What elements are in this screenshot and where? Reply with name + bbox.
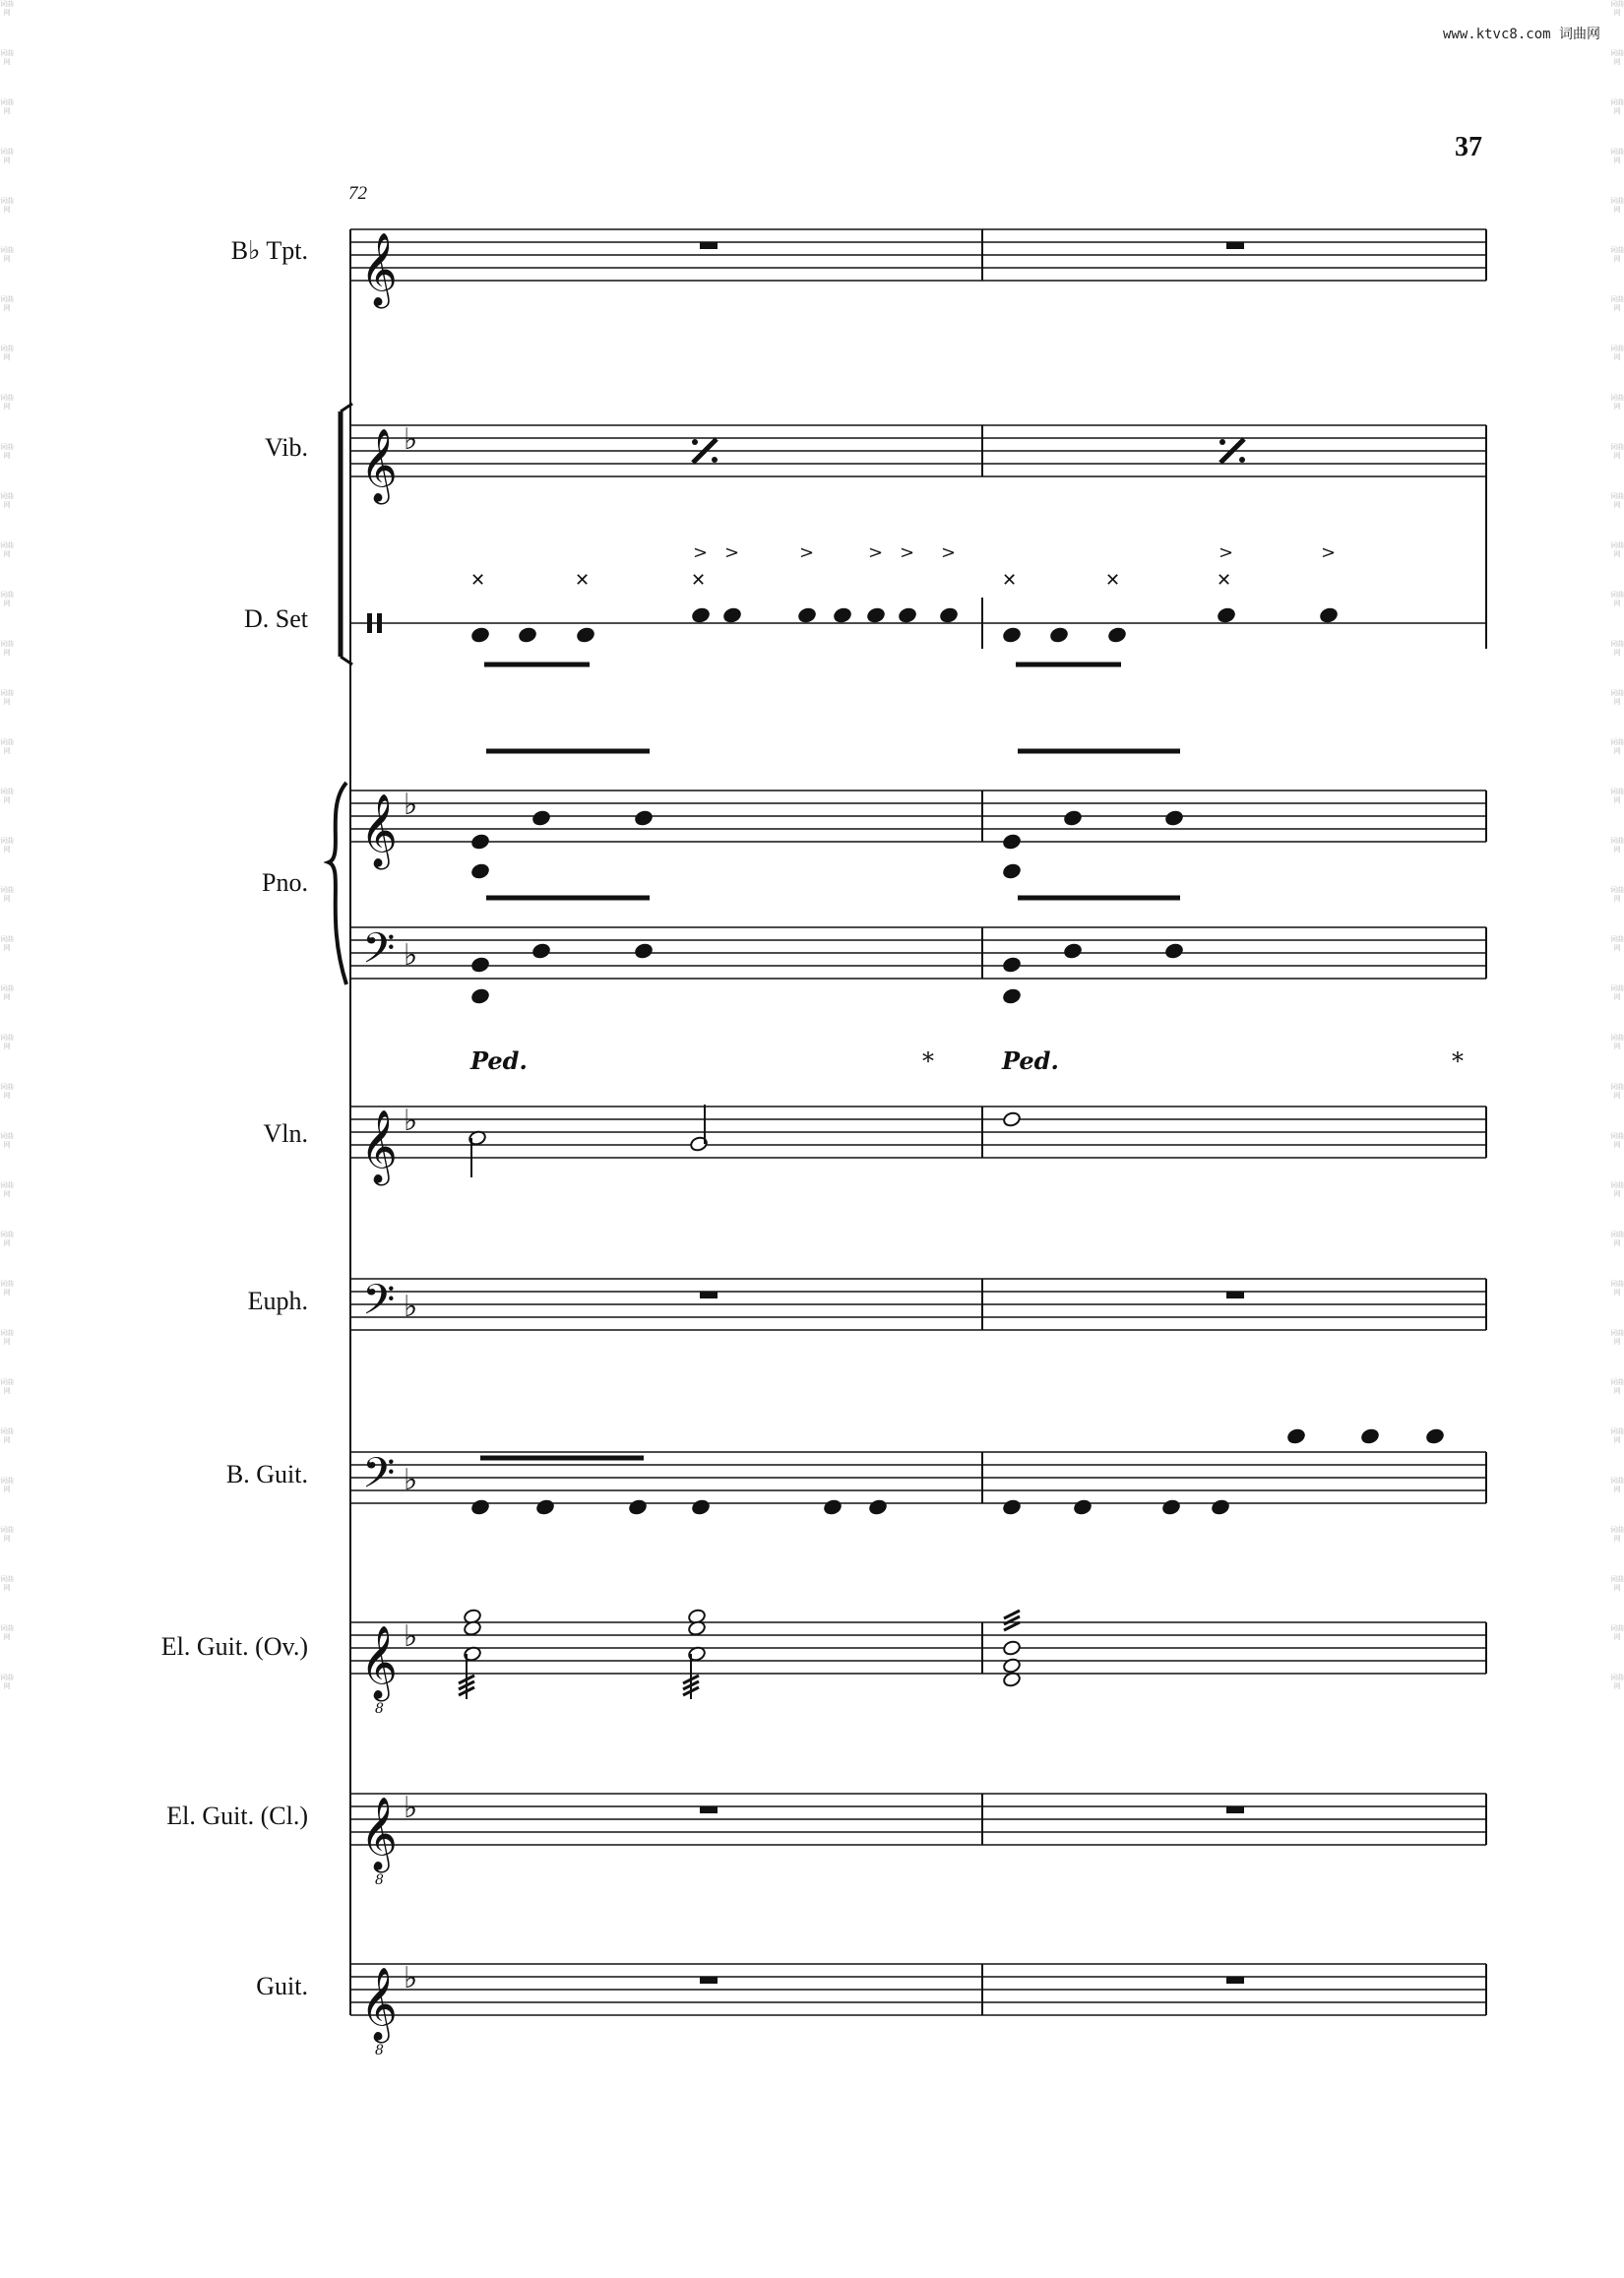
notation-glyphs — [329, 233, 1464, 2058]
treble-clef-icon: 𝄞 — [360, 1968, 398, 2041]
watermark-text: 词曲网 — [0, 541, 14, 558]
treble-clef-icon: 𝄞 — [360, 1798, 398, 1870]
whole-rest — [700, 1806, 718, 1813]
accent-mark: > — [1218, 542, 1234, 563]
bass-note-head — [823, 1499, 842, 1516]
watermark-text: 词曲网 — [1610, 1624, 1624, 1641]
watermark-text: 词曲网 — [0, 1378, 14, 1395]
kick-note-head — [518, 627, 536, 644]
repeat-dot — [692, 439, 698, 445]
watermark-text: 词曲网 — [0, 1575, 14, 1592]
watermark-text: 词曲网 — [1610, 1575, 1624, 1592]
bass-note-head — [1002, 1499, 1021, 1516]
watermark-text: 词曲网 — [0, 197, 14, 214]
whole-rest — [1226, 1292, 1244, 1298]
note-head — [531, 943, 550, 960]
kick-note-head — [1107, 627, 1126, 644]
measure-number: 72 — [348, 183, 367, 204]
note-head — [1002, 988, 1021, 1005]
watermark-text: 词曲网 — [1610, 1083, 1624, 1100]
bass-note-head — [1425, 1428, 1444, 1445]
watermark-text: 词曲网 — [0, 640, 14, 657]
pedal-release-mark: * — [922, 1047, 934, 1075]
watermark-text: 词曲网 — [1610, 443, 1624, 460]
watermark-text: 词曲网 — [1610, 738, 1624, 755]
label-electric-guitar-clean: El. Guit. (Cl.) — [166, 1802, 308, 1830]
snare-note-head — [939, 607, 958, 624]
watermark-text: 词曲网 — [0, 1477, 14, 1493]
octave-marker: 8 — [375, 1701, 384, 1717]
watermark-text: 词曲网 — [0, 1329, 14, 1346]
accent-mark: > — [724, 542, 740, 563]
watermark-text: 词曲网 — [1610, 591, 1624, 607]
bass-clef-icon: 𝄢 — [362, 924, 396, 983]
watermark-text: 词曲网 — [0, 148, 14, 164]
watermark-text: 词曲网 — [0, 1181, 14, 1198]
watermark-text: 词曲网 — [0, 788, 14, 804]
watermark-text: 词曲网 — [1610, 1378, 1624, 1395]
note-head — [1002, 834, 1021, 851]
whole-note-head — [1002, 1658, 1021, 1675]
flat-key-signature-icon: ♭ — [404, 1290, 418, 1324]
treble-clef-icon: 𝄞 — [360, 1110, 398, 1183]
snare-note-head — [1217, 607, 1235, 624]
octave-marker: 8 — [375, 1872, 384, 1888]
note-head — [531, 810, 550, 827]
label-drum-set: D. Set — [244, 604, 308, 633]
whole-rest — [1226, 1977, 1244, 1984]
watermark-text: 词曲网 — [1610, 394, 1624, 411]
staff-lines — [350, 229, 1486, 2015]
label-guitar: Guit. — [256, 1972, 308, 2000]
flat-key-signature-icon: ♭ — [404, 938, 418, 973]
watermark-text: 词曲网 — [1610, 837, 1624, 854]
watermark-text: 词曲网 — [1610, 197, 1624, 214]
watermark-text: 词曲网 — [0, 1231, 14, 1247]
whole-rest — [1226, 242, 1244, 249]
treble-clef-icon: 𝄞 — [360, 794, 398, 867]
kick-note-head — [470, 627, 489, 644]
label-euphonium: Euph. — [247, 1287, 308, 1315]
accent-mark: > — [941, 542, 957, 563]
watermark-text: 词曲网 — [1610, 345, 1624, 361]
note-head — [1002, 957, 1021, 974]
repeat-dot — [1239, 457, 1245, 463]
treble-clef-icon: 𝄞 — [360, 1626, 398, 1699]
watermark-text: 词曲网 — [1610, 492, 1624, 509]
watermark-text: 词曲网 — [1610, 1034, 1624, 1050]
watermark-text: 词曲网 — [1610, 0, 1624, 17]
bass-clef-icon: 𝄢 — [362, 1449, 396, 1508]
flat-key-signature-icon: ♭ — [404, 1961, 418, 1995]
watermark-text: 词曲网 — [0, 49, 14, 66]
watermark-text: 词曲网 — [0, 1427, 14, 1444]
whole-rest — [700, 242, 718, 249]
accent-mark: > — [799, 542, 815, 563]
watermark-text: 词曲网 — [0, 1034, 14, 1050]
snare-note-head — [866, 607, 885, 624]
whole-rest — [1226, 1806, 1244, 1813]
note-head — [1063, 810, 1082, 827]
watermark-text: 词曲网 — [1610, 295, 1624, 312]
note-head — [470, 834, 489, 851]
label-vibraphone: Vib. — [265, 433, 308, 462]
watermark-text: 词曲网 — [0, 394, 14, 411]
bass-note-head — [1211, 1499, 1229, 1516]
repeat-dot — [712, 457, 718, 463]
watermark-text: 词曲网 — [1610, 148, 1624, 164]
bass-note-head — [1161, 1499, 1180, 1516]
snare-note-head — [722, 607, 741, 624]
watermark-text: 词曲网 — [1610, 98, 1624, 115]
label-piano: Pno. — [262, 868, 308, 897]
note-head — [470, 957, 489, 974]
snare-note-head — [898, 607, 916, 624]
whole-note-head — [1002, 1111, 1021, 1128]
pedal-start-mark: Ped. — [470, 1046, 528, 1075]
watermark-text: 词曲网 — [0, 1083, 14, 1100]
page-number: 37 — [1455, 132, 1482, 162]
flat-key-signature-icon: ♭ — [404, 1104, 418, 1138]
flat-key-signature-icon: ♭ — [404, 1619, 418, 1654]
watermark-text: 词曲网 — [1610, 984, 1624, 1001]
watermark-text: 词曲网 — [0, 295, 14, 312]
percussion-clef — [377, 613, 382, 633]
whole-rest — [700, 1292, 718, 1298]
watermark-text: 词曲网 — [0, 1674, 14, 1690]
percussion-clef — [367, 613, 372, 633]
note-head — [634, 810, 653, 827]
bass-note-head — [1286, 1428, 1305, 1445]
pedal-release-mark: * — [1452, 1047, 1464, 1075]
watermark-text: 词曲网 — [1610, 1477, 1624, 1493]
watermark-text: 词曲网 — [0, 1280, 14, 1297]
note-head — [470, 988, 489, 1005]
hi-hat-note: ✕ — [1217, 570, 1232, 591]
treble-clef-icon: 𝄞 — [360, 429, 398, 502]
flat-key-signature-icon: ♭ — [404, 1463, 418, 1497]
watermark-text: 词曲网 — [0, 98, 14, 115]
bass-note-head — [691, 1499, 710, 1516]
watermark-text: 词曲网 — [0, 246, 14, 263]
watermark-text: 词曲网 — [1610, 246, 1624, 263]
flat-key-signature-icon: ♭ — [404, 1791, 418, 1825]
watermark-text: 词曲网 — [0, 1132, 14, 1149]
watermark-text: 词曲网 — [0, 492, 14, 509]
accent-mark: > — [900, 542, 915, 563]
note-head — [1164, 943, 1183, 960]
bass-note-head — [1073, 1499, 1092, 1516]
bass-note-head — [470, 1499, 489, 1516]
watermark-text: 词曲网 — [0, 443, 14, 460]
watermark-text: 词曲网 — [1610, 49, 1624, 66]
hi-hat-note: ✕ — [691, 570, 707, 591]
accent-mark: > — [868, 542, 884, 563]
watermark-text: 词曲网 — [0, 738, 14, 755]
repeat-dot — [1219, 439, 1225, 445]
watermark-text: 词曲网 — [0, 689, 14, 706]
whole-note-head — [1002, 1640, 1021, 1657]
snare-note-head — [691, 607, 710, 624]
watermark-text: 词曲网 — [1610, 935, 1624, 952]
label-violin: Vln. — [263, 1119, 308, 1148]
flat-key-signature-icon: ♭ — [404, 788, 418, 822]
watermark-text: 词曲网 — [0, 886, 14, 903]
watermark-text: 词曲网 — [1610, 1329, 1624, 1346]
watermark-text: 词曲网 — [1610, 1231, 1624, 1247]
treble-clef-icon: 𝄞 — [360, 233, 398, 306]
flat-key-signature-icon: ♭ — [404, 422, 418, 457]
note-head — [1002, 863, 1021, 880]
kick-note-head — [1002, 627, 1021, 644]
watermark-text: 词曲网 — [0, 0, 14, 17]
watermark-text: 词曲网 — [0, 345, 14, 361]
watermark-text: 词曲网 — [0, 1526, 14, 1543]
watermark-text: 词曲网 — [1610, 1181, 1624, 1198]
watermark-text: 词曲网 — [1610, 1280, 1624, 1297]
watermark-text: 词曲网 — [1610, 689, 1624, 706]
note-head — [470, 863, 489, 880]
bass-note-head — [628, 1499, 647, 1516]
label-bass-guitar: B. Guit. — [225, 1460, 308, 1488]
label-trumpet: B♭ Tpt. — [230, 236, 308, 265]
hi-hat-note: ✕ — [575, 570, 591, 591]
watermark-text: 词曲网 — [0, 591, 14, 607]
header-site-link[interactable]: www.ktvc8.com 词曲网 — [1442, 27, 1600, 42]
whole-rest — [700, 1977, 718, 1984]
bass-clef-icon: 𝄢 — [362, 1276, 396, 1335]
watermark-text: 词曲网 — [0, 935, 14, 952]
kick-note-head — [1049, 627, 1068, 644]
bass-note-head — [1360, 1428, 1379, 1445]
label-electric-guitar-overdrive: El. Guit. (Ov.) — [160, 1632, 308, 1661]
hi-hat-note: ✕ — [470, 570, 486, 591]
watermark-text: 词曲网 — [1610, 1526, 1624, 1543]
watermark-text: 词曲网 — [1610, 640, 1624, 657]
hi-hat-note: ✕ — [1002, 570, 1018, 591]
watermark-text: 词曲网 — [1610, 541, 1624, 558]
pedal-start-mark: Ped. — [1002, 1046, 1059, 1075]
watermark-text: 词曲网 — [1610, 1132, 1624, 1149]
barlines — [350, 229, 1486, 2015]
kick-note-head — [576, 627, 594, 644]
note-head — [1063, 943, 1082, 960]
octave-marker: 8 — [375, 2043, 384, 2058]
bass-note-head — [535, 1499, 554, 1516]
watermark-text: 词曲网 — [0, 984, 14, 1001]
watermark-text: 词曲网 — [0, 1624, 14, 1641]
watermark-text: 词曲网 — [1610, 886, 1624, 903]
note-head — [634, 943, 653, 960]
accent-mark: > — [693, 542, 709, 563]
accent-mark: > — [1321, 542, 1337, 563]
hi-hat-note: ✕ — [1105, 570, 1121, 591]
watermark-text: 词曲网 — [1610, 1674, 1624, 1690]
watermark-text: 词曲网 — [1610, 788, 1624, 804]
note-head — [1164, 810, 1183, 827]
watermark-text: 词曲网 — [1610, 1427, 1624, 1444]
bass-note-head — [868, 1499, 887, 1516]
piano-brace — [329, 783, 346, 984]
snare-note-head — [833, 607, 851, 624]
snare-note-head — [797, 607, 816, 624]
snare-note-head — [1319, 607, 1338, 624]
watermark-text: 词曲网 — [0, 837, 14, 854]
